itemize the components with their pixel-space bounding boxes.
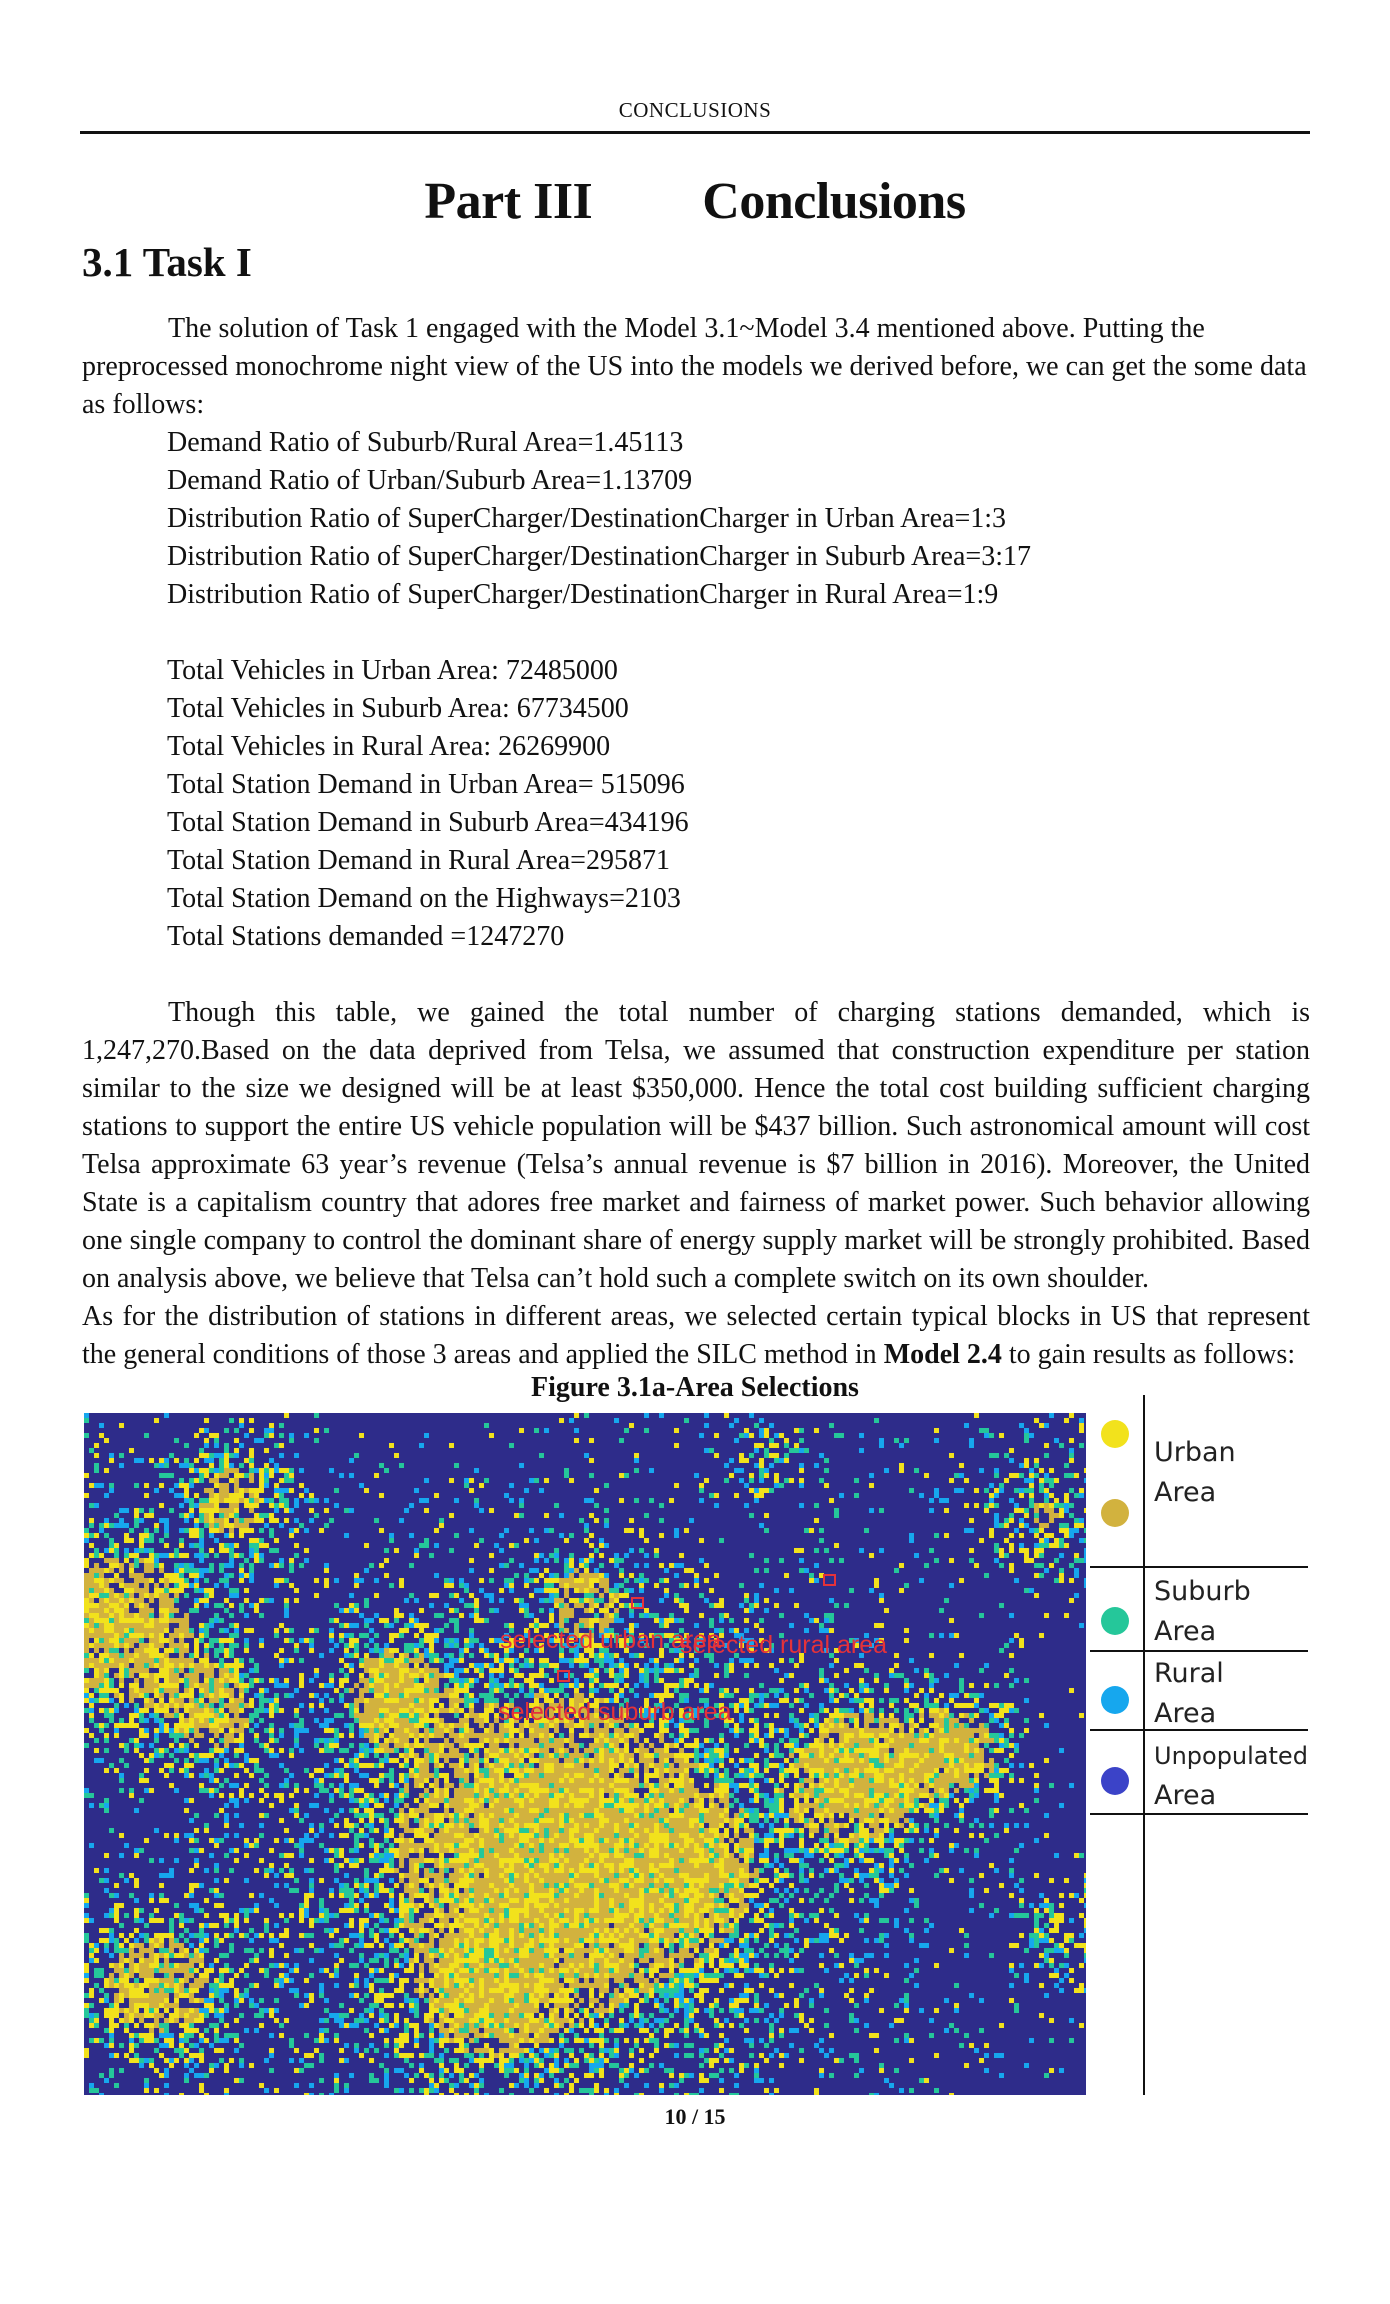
- legend-label-rural: Rural Area: [1154, 1658, 1224, 1729]
- total-line: Total Station Demand in Urban Area= 515096: [167, 769, 685, 800]
- figure-caption: Figure 3.1a-Area Selections: [531, 1372, 859, 1403]
- cost-paragraph: Though this table, we gained the total number of charging stations demanded, which is 1,247,270.Based on the data deprived from Telsa, we assumed that construction expenditure per station similar to the size we designed will be at least $350,000. Hence the total cost building sufficient charging stations to support the entire US vehicle population will be $437 billion. Such astronomical amount will cost Telsa approximate 63 year’s revenue (Telsa’s annual revenue is $7 billion in 2016). Moreover, the United State is a capitalism country that adores free market and fairness of market power. Such behavior allowing one single company to control the dominant share of energy supply market will be strongly prohibited. Based on analysis above, we believe that Telsa can’t hold such a complete switch on its own shoulder.: [82, 997, 1310, 1294]
- total-line: Total Station Demand in Suburb Area=434196: [167, 807, 689, 838]
- urban-dim-dot: [1101, 1499, 1129, 1527]
- unpopulated-dot: [1101, 1767, 1129, 1795]
- urban-annotation: selected urban area: [500, 1626, 721, 1654]
- model-reference: Model 2.4: [883, 1339, 1002, 1370]
- ratio-line: Distribution Ratio of SuperCharger/DestinationCharger in Rural Area=1:9: [167, 579, 999, 610]
- rural-annotation: selected rural area: [680, 1631, 888, 1659]
- total-line: Total Station Demand on the Highways=2103: [167, 883, 681, 914]
- light-speckles: [84, 1413, 1086, 2095]
- section-title: 3.1 Task I: [82, 239, 252, 285]
- running-header: CONCLUSIONS: [618, 98, 772, 122]
- legend-rule: [1090, 1729, 1308, 1731]
- part-title: [80, 172, 1310, 231]
- rural-dot: [1101, 1686, 1129, 1714]
- ratio-list: [167, 424, 1031, 614]
- total-line: Total Stations demanded =1247270: [167, 921, 565, 952]
- total-line: Total Vehicles in Rural Area: 26269900: [167, 731, 611, 762]
- legend-label-suburb: Suburb Area: [1154, 1576, 1251, 1647]
- rural-selection-box: [824, 1575, 835, 1585]
- distribution-text: As for the distribution of stations in different areas, we selected certain typical blocks in US that represent the general conditions of those 3 areas and applied the SILC method in: [82, 1301, 1310, 1370]
- legend-rule: [1090, 1813, 1308, 1815]
- urban-bright-dot: [1101, 1420, 1129, 1448]
- legend-rule: [1090, 1566, 1308, 1568]
- ratio-line: Demand Ratio of Urban/Suburb Area=1.13709: [167, 465, 693, 496]
- distribution-text-end: to gain results as follows:: [1001, 1339, 1296, 1370]
- part-label: Part III: [424, 173, 593, 230]
- map-legend: [1090, 1395, 1310, 2095]
- area-selection-map: [84, 1413, 1086, 2095]
- header-rule: [80, 131, 1310, 134]
- total-line: Total Vehicles in Suburb Area: 67734500: [167, 693, 629, 724]
- legend-rule: [1090, 1650, 1308, 1652]
- ratio-line: Distribution Ratio of SuperCharger/DestinationCharger in Suburb Area=3:17: [167, 541, 1031, 572]
- total-line: Total Vehicles in Urban Area: 72485000: [167, 655, 618, 686]
- part-name: Conclusions: [702, 173, 966, 230]
- legend-label-unpopulated: Unpopulated Area: [1154, 1742, 1308, 1811]
- map-canvas: [84, 1413, 1086, 2095]
- ratio-line: Distribution Ratio of SuperCharger/DestinationCharger in Urban Area=1:3: [167, 503, 1007, 534]
- intro-paragraph: The solution of Task 1 engaged with the Model 3.1~Model 3.4 mentioned above. Putting the preprocessed monochrome night view of the US into the models we derived before, we can get the some data as follows:: [82, 313, 1307, 420]
- distribution-paragraph: [82, 1298, 1310, 1374]
- suburb-annotation: selected suburb area: [498, 1698, 732, 1726]
- legend-divider: [1143, 1395, 1145, 2095]
- suburb-dot: [1101, 1607, 1129, 1635]
- totals-list: [167, 652, 689, 956]
- page-number: 10 / 15: [664, 2104, 726, 2129]
- total-line: Total Station Demand in Rural Area=295871: [167, 845, 670, 876]
- legend-label-urban: Urban Area: [1154, 1437, 1236, 1508]
- ratio-line: Demand Ratio of Suburb/Rural Area=1.45113: [167, 427, 684, 458]
